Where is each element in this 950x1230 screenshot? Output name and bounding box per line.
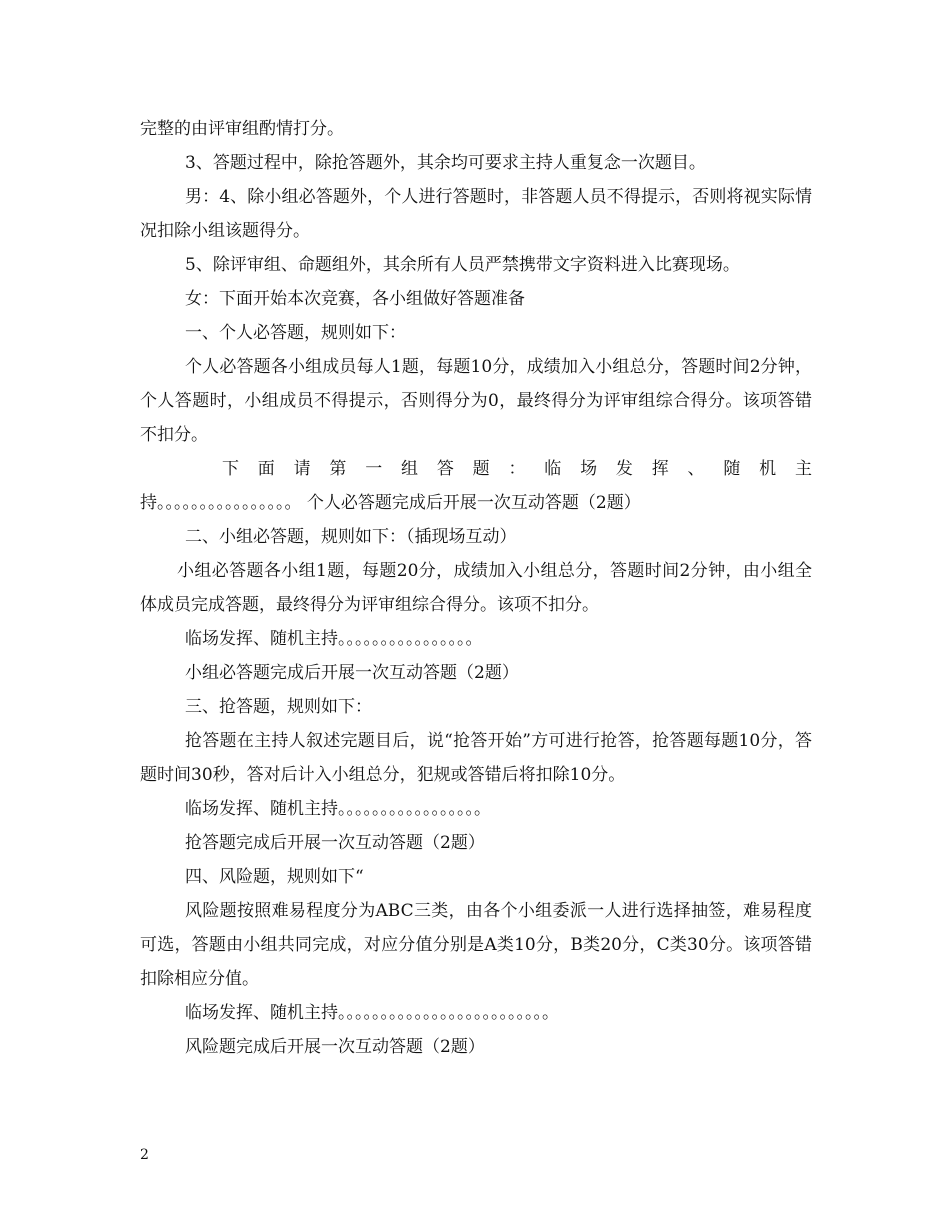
paragraph-15: 临场发挥、随机主持。。。。。。。。。。。。。。。。。。。。。。。。。 bbox=[185, 1003, 559, 1023]
paragraph-13: 抢答题完成后开展一次互动答题（2题） bbox=[185, 833, 485, 853]
paragraph-7-line-2: 持。。。。。。。。。。。。。。。。 个人必答题完成后开展一次互动答题（2题） bbox=[140, 493, 641, 513]
page-number: 2 bbox=[140, 1147, 149, 1163]
paragraph-5: 女：下面开始本次竞赛，各小组做好答题准备 bbox=[185, 289, 525, 309]
heading-section-4: 四、风险题，规则如下“ bbox=[185, 867, 364, 887]
paragraph-9: 临场发挥、随机主持。。。。。。。。。。。。。。。。 bbox=[185, 629, 483, 649]
heading-section-2: 二、小组必答题，规则如下：（插现场互动） bbox=[185, 527, 517, 547]
paragraph-1: 完整的由评审组酌情打分。 bbox=[140, 119, 344, 139]
paragraph-12: 临场发挥、随机主持。。。。。。。。。。。。。。。。。 bbox=[185, 799, 491, 819]
document-body bbox=[140, 112, 812, 1064]
paragraph-14: 风险题按照难易程度分为ABC三类，由各个小组委派一人进行选择抽签，难易程度可选，答题由小组共同完成，对应分值分别是A类10分，B类20分，C类30分。该项答错扣除相应分值。 bbox=[140, 901, 812, 989]
heading-section-1: 一、个人必答题，规则如下： bbox=[185, 323, 406, 343]
paragraph-3: 男：4、除小组必答题外，个人进行答题时，非答题人员不得提示，否则将视实际情况扣除小组该题得分。 bbox=[140, 187, 812, 241]
paragraph-11: 抢答题在主持人叙述完题目后，说“抢答开始”方可进行抢答，抢答题每题10分，答题时间30秒，答对后计入小组总分，犯规或答错后将扣除10分。 bbox=[140, 731, 812, 785]
paragraph-4: 5、除评审组、命题组外，其余所有人员严禁携带文字资料进入比赛现场。 bbox=[185, 255, 740, 275]
paragraph-7-line-1: 下 面 请 第 一 组 答 题 ： 临 场 发 挥 、 随 机 主 bbox=[222, 459, 812, 479]
paragraph-8: 小组必答题各小组1题，每题20分，成绩加入小组总分，答题时间2分钟，由小组全体成员完成答题，最终得分为评审组综合得分。该项不扣分。 bbox=[140, 561, 812, 615]
paragraph-10: 小组必答题完成后开展一次互动答题（2题） bbox=[185, 663, 519, 683]
paragraph-2: 3、答题过程中，除抢答题外，其余均可要求主持人重复念一次题目。 bbox=[185, 153, 706, 173]
heading-section-3: 三、抢答题，规则如下： bbox=[185, 697, 372, 717]
paragraph-16: 风险题完成后开展一次互动答题（2题） bbox=[185, 1037, 485, 1057]
paragraph-6: 个人必答题各小组成员每人1题，每题10分，成绩加入小组总分，答题时间2分钟，个人答题时，小组成员不得提示，否则得分为0，最终得分为评审组综合得分。该项答错不扣分。 bbox=[140, 357, 812, 445]
